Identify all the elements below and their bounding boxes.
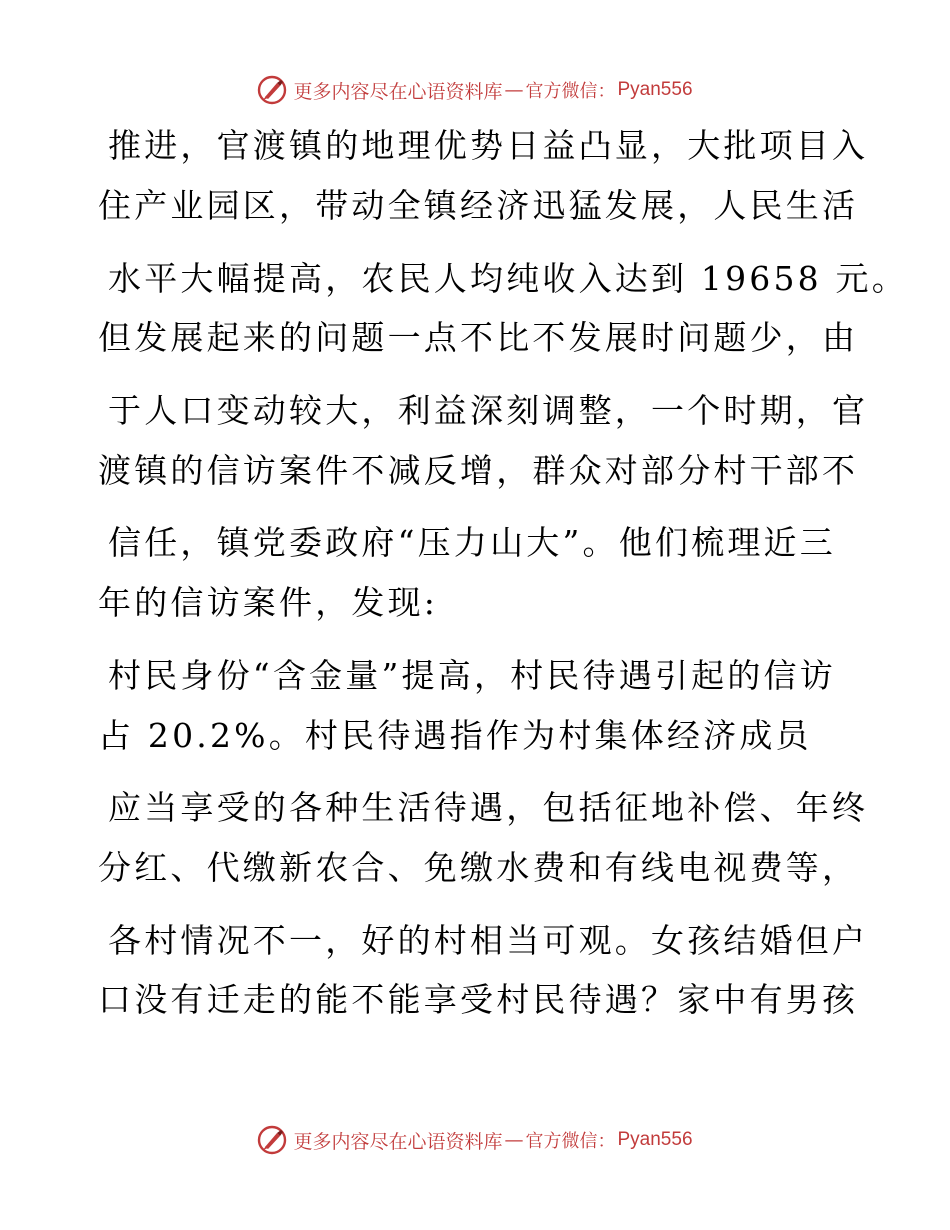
header-banner [0,70,950,110]
body-line: 推进，官渡镇的地理优势日益凸显，大批项目入 [108,126,869,165]
body-line: 渡镇的信访案件不减反增，群众对部分村干部不 [98,451,859,490]
body-line: 信任，镇党委政府“压力山大”。他们梳理近三 [108,523,836,562]
body-line: 口没有迁走的能不能享受村民待遇？家中有男孩 [98,980,859,1019]
footer-banner [0,1120,950,1160]
banner-dash: — [504,79,524,101]
body-line: 但发展起来的问题一点不比不发展时问题少，由 [98,318,859,357]
quill-pen-logo-icon [257,75,287,105]
banner-promo-text: 更多内容尽在心语资料库 [293,1130,503,1153]
body-line: 分红、代缴新农合、免缴水费和有线电视费等， [98,848,859,887]
body-line: 各村情况不一，好的村相当可观。女孩结婚但户 [108,921,869,960]
banner-wechat-id: Pyan556 [617,1129,693,1150]
banner-dash: — [504,1129,524,1151]
body-line: 应当享受的各种生活待遇，包括征地补偿、年终 [108,788,869,827]
quill-pen-logo-icon [257,1125,287,1155]
banner-official-label: 官方微信： [525,81,616,102]
banner-promo-text: 更多内容尽在心语资料库 [293,80,503,103]
body-line: 于人口变动较大，利益深刻调整，一个时期，官 [108,391,869,430]
banner-official-label: 官方微信： [525,1131,616,1152]
body-line: 村民身份“含金量”提高，村民待遇引起的信访 [108,656,836,695]
body-line: 水平大幅提高，农民人均纯收入达到 19658 元。 [108,259,908,298]
body-line: 占 20.2%。村民待遇指作为村集体经济成员 [98,716,812,755]
body-line: 年的信访案件，发现: [98,583,439,622]
banner-wechat-id: Pyan556 [617,79,693,100]
body-line: 住产业园区，带动全镇经济迅猛发展，人民生活 [98,186,859,225]
